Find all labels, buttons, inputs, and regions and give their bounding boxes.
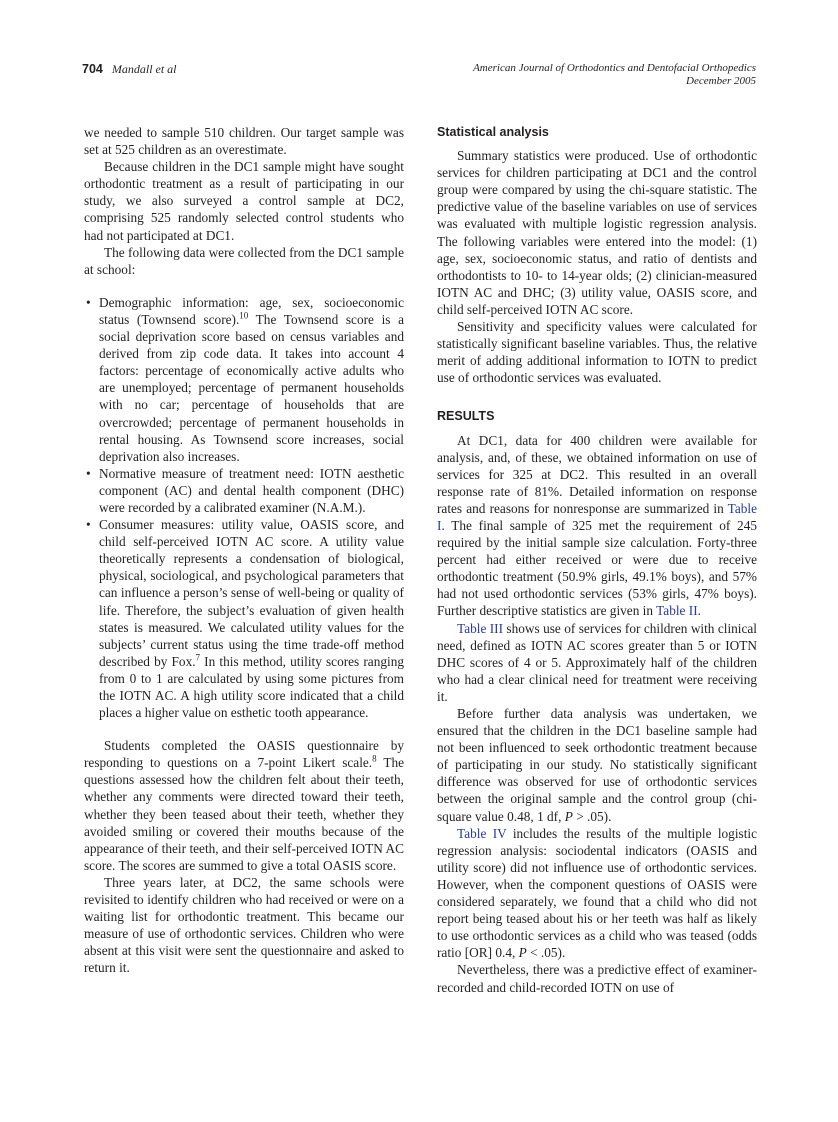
reference-marker[interactable]: 7 (195, 652, 201, 663)
list-item: • Normative measure of treatment need: IOTN aesthetic component (AC) and dental health component (DHC) were recorded by a calibrated examiner (N.A.M.). (86, 465, 404, 515)
running-authors: Mandall et al (111, 62, 177, 76)
paragraph: Because children in the DC1 sample might have sought orthodontic treatment as a result of participating in our study, we also surveyed a control sample at DC2, comprising 525 randomly selected control students who had not participated at DC1. (84, 159, 404, 243)
section-heading-results: RESULTS (437, 409, 495, 424)
reference-marker[interactable]: 8 (372, 753, 377, 764)
left-column (84, 124, 404, 977)
running-head-right (473, 62, 756, 88)
right-column (437, 124, 757, 996)
paragraph: Table III shows use of services for children with clinical need, defined as IOTN AC scores greater than 5 or IOTN DHC scores of 4 or 5. Approximately half of the children who had a clear clinical need for treatment were receiving it. (437, 620, 757, 704)
paragraph: Three years later, at DC2, the same schools were revisited to identify children who had received or were on a waiting list for orthodontic treatment. This became our measure of use of orthodontic services. Children who were absent at this visit were sent the questionnaire and asked to return it. (84, 874, 404, 976)
paragraph: Students completed the OASIS questionnaire by responding to questions on a 7-point Likert scale.$^8$ The questions assessed how the children felt about their teeth, whether any comments were directed toward their teeth, whether they been teased about their teeth, whether they avoided smiling or covered their mouths because of the appearance of their teeth, and their self-perceived IOTN AC score. The scores are summed to give a total OASIS score. (84, 738, 404, 873)
table-iii-link[interactable]: Table III (457, 620, 504, 636)
paragraph: At DC1, data for 400 children were available for analysis, and, of these, we obtained information on use of services for 325 at DC2. This resulted in an overall response rate of 81%. Detailed information on response rates and reasons for nonresponse are summarized in Table I. The final sample of 325 met the requirement of 245 required by the initial sample size calculation. Forty-three percent had either received or were due to receive orthodontic treatment (50.9% girls, 49.1% boys), and 57% had not used orthodontic services (53% girls, 47% boys). Further descriptive statistics are given in Table II. (437, 432, 757, 619)
bullet-icon: • (86, 517, 91, 533)
paragraph: Nevertheless, there was a predictive effect of examiner-recorded and child-recorded IOTN on use of (437, 962, 757, 995)
table-i-link[interactable]: Table I (437, 500, 757, 533)
issue-date: December 2005 (686, 75, 756, 87)
reference-marker[interactable]: 10 (239, 310, 249, 321)
list-item: • Consumer measures: utility value, OASIS score, and child self-perceived IOTN AC score. A utility value theoretically represents a condensation of biological, physical, sociological, and psychological parameters that can influence a person’s sense of well-being or quality of life. Therefore, the subject’s evaluation of given health states is measured. We calculated utility values for the subjects’ current status using the time trade-off method described by Fox.$^7$ In this method, utility scores ranging from 0 to 1 are calculated by using some pictures from the IOTN AC. A high utility score indicated that a child places a higher value on esthetic tooth appearance. (86, 517, 404, 721)
section-heading-statistical-analysis: Statistical analysis (437, 125, 549, 139)
bullet-icon: • (86, 294, 91, 310)
bullet-icon: • (86, 465, 91, 481)
paragraph: Sensitivity and specificity values were calculated for statistically significant baseline variables. Thus, the relative merit of adding additional information to IOTN to predict use of orthodontic services was evaluated. (437, 319, 757, 386)
paragraph: Summary statistics were produced. Use of orthodontic services for children participating at DC1 and the control group were compared by using the chi-square statistic. The predictive value of the baseline variables on use of services was evaluated with multiple logistic regression analysis. The following variables were entered into the model: (1) age, sex, socioeconomic status, and ratio of dentists and orthodontists to 10- to 14-year olds; (2) clinician-measured IOTN AC and DHC; (3) utility value, OASIS score, and child self-perceived IOTN AC score. (437, 148, 757, 317)
table-ii-link[interactable]: Table II (656, 603, 698, 619)
paragraph: The following data were collected from the DC1 sample at school: (84, 244, 404, 277)
data-collected-list (84, 294, 404, 721)
journal-title: American Journal of Orthodontics and Dentofacial Orthopedics (473, 62, 756, 74)
paragraph: Before further data analysis was undertaken, we ensured that the children in the DC1 baseline sample had not been influenced to seek orthodontic treatment because of participating in our study. No statistically significant difference was observed for use of orthodontic services between the original sample and the control group (chi-square value 0.48, 1 df, P > .05). (437, 706, 757, 824)
table-iv-link[interactable]: Table IV (457, 825, 507, 841)
page-number: 704 (82, 62, 103, 76)
paragraph: we needed to sample 510 children. Our target sample was set at 525 children as an overestimate. (84, 125, 404, 158)
running-head-left (82, 62, 177, 77)
list-item: • Demographic information: age, sex, socioeconomic status (Townsend score).$^{10}$ The Townsend score is a social deprivation score based on census variables and derived from zip code data. It takes into account 4 factors: percentage of economically active adults who are unemployed; percentage of permanent households with no car; percentage of households that are overcrowded; percentage of permanent households in rental housing. As Townsend score increases, social deprivation also increases. (86, 294, 404, 464)
paragraph: Table IV includes the results of the multiple logistic regression analysis: sociodental indicators (OASIS and utility score) did not influence use of orthodontic services. However, when the component questions of OASIS were considered separately, we found that a child who did not report being teased about his or her teeth was half as likely to use orthodontic services as a child who was teased (odds ratio [OR] 0.4, P < .05). (437, 825, 757, 961)
page-header (82, 62, 756, 96)
